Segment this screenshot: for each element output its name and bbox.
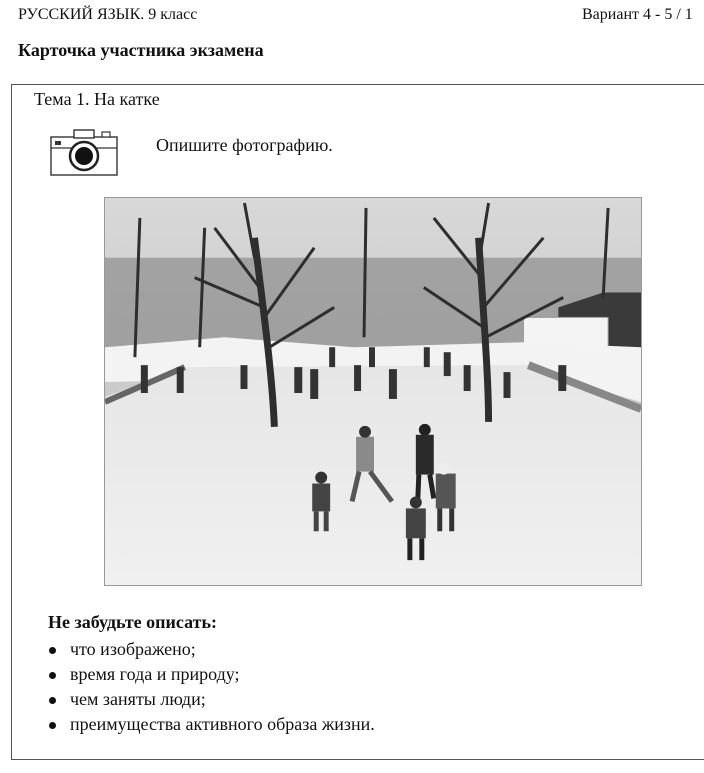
list-item: что изображено; (48, 637, 375, 662)
instruction-text: Опишите фотографию. (156, 135, 333, 155)
list-item: преимущества активного образа жизни. (48, 712, 375, 737)
list-item: чем заняты люди; (48, 687, 375, 712)
list-item: время года и природу; (48, 662, 375, 687)
variant-header: Вариант 4 - 5 / 1 (582, 6, 693, 23)
reminder-title: Не забудьте описать: (48, 612, 218, 632)
bullet (49, 722, 56, 729)
subject-header: РУССКИЙ ЯЗЫК. 9 класс (18, 6, 198, 23)
bullet (49, 647, 56, 654)
camera-icon (50, 128, 118, 176)
topic-title: Тема 1. На катке (34, 89, 160, 109)
card-title: Карточка участника экзамена (18, 40, 264, 60)
bullet (49, 697, 56, 704)
reminder-list (48, 637, 375, 737)
skating-rink-photo (104, 197, 642, 586)
bullet (49, 672, 56, 679)
